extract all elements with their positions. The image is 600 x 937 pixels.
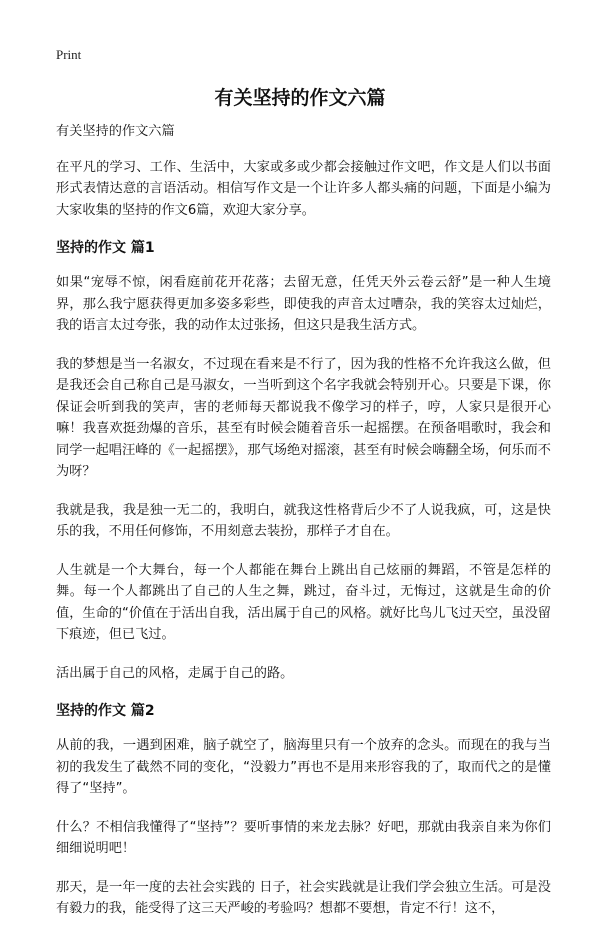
- intro-paragraph: 在平凡的学习、工作、生活中，大家或多或少都会接触过作文吧，作文是人们以书面形式表情达意的言语活动。相信写作文是一个让许多人都头痛的问题，下面是小编为大家收集的坚持的作文6篇，欢迎大家分享。: [56, 159, 551, 218]
- document-subtitle: 有关坚持的作文六篇: [56, 124, 175, 139]
- document-title: 有关坚持的作文六篇: [214, 87, 386, 109]
- section-heading-2: 坚持的作文 篇2: [56, 703, 155, 719]
- paragraph: 我的梦想是当一名淑女，不过现在看来是不行了，因为我的性格不允许我这么做，但是我还会自己称自己是马淑女，一当听到这个名字我就会特别开心。只要是下课，你保证会听到我的笑声，害的老师每天都说我不像学习的样子，哼，人家只是很开心嘛！我喜欢挺劲爆的音乐，甚至有时候会随着音乐一起摇摆。在预备唱歌时，我会和同学一起唱汪峰的《一起摇摆》，那气场绝对摇滚，甚至有时候会嗨翻全场，何乐而不为呀？: [56, 356, 551, 479]
- paragraph: 从前的我，一遇到困难，脑子就空了，脑海里只有一个放弃的念头。而现在的我与当初的我发生了截然不同的变化，“没毅力”再也不是用来形容我的了，取而代之的是懂得了“坚持”。: [56, 738, 551, 796]
- document-body: [56, 121, 551, 937]
- paragraph: 什么？不相信我懂得了“坚持”？要听事情的来龙去脉？好吧，那就由我亲自来为你们细细说明吧！: [56, 819, 551, 856]
- section-heading-1: 坚持的作文 篇1: [56, 240, 155, 256]
- paragraph: 活出属于自己的风格，走属于自己的路。: [56, 665, 294, 681]
- paragraph: 如果“宠辱不惊，闲看庭前花开花落；去留无意，任凭天外云卷云舒”是一种人生境界，那么我宁愿获得更加多姿多彩些，即使我的声音太过嘈杂，我的笑容太过灿烂，我的语言太过夸张，我的动作太过张扬，但这只是我生活方式。: [56, 275, 551, 333]
- paragraph: 我就是我，我是独一无二的，我明白，就我这性格背后少不了人说我疯，可，这是快乐的我，不用任何修饰，不用刻意去装扮，那样子才自在。: [56, 502, 551, 539]
- paragraph: 人生就是一个大舞台，每一个人都能在舞台上跳出自己炫丽的舞蹈，不管是怎样的舞。每一个人都跳出了自己的人生之舞，跳过，奋斗过，无悔过，这就是生命的价值，生命的“价值在于活出自我，活出属于自己的风格。就好比鸟儿飞过天空，虽没留下痕迹，但已飞过。: [56, 562, 551, 642]
- print-label: Print: [56, 47, 82, 62]
- paragraph: 那天，是一年一度的去社会实践的 日子，社会实践就是让我们学会独立生活。可是没有毅力的我，能受得了这三天严峻的考验吗？想都不要想，肯定不行！这不，: [56, 879, 551, 916]
